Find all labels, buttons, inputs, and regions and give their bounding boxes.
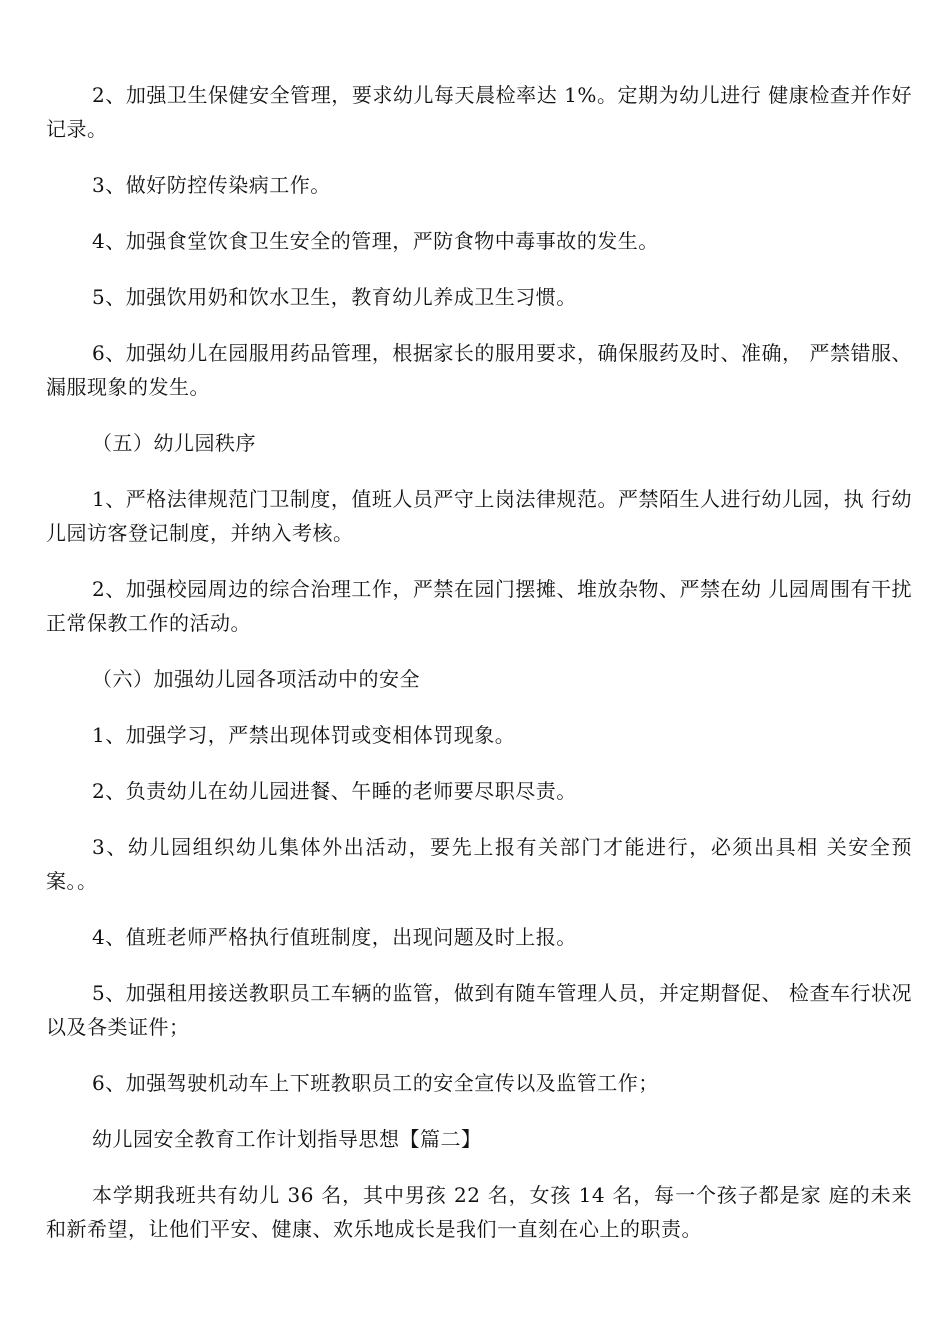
- paragraph-infectious-disease: 3、做好防控传染病工作。: [92, 173, 331, 197]
- section-heading-activity-safety: （六）加强幼儿园各项活动中的安全: [92, 667, 420, 691]
- paragraph-medicine-management: 6、加强幼儿在园服用药品管理，根据家长的服用要求，确保服药及时、准确， 严禁错服、漏服现象的发生。: [46, 341, 912, 399]
- section-heading-order: （五）幼儿园秩序: [92, 431, 256, 455]
- paragraph-hygiene-health-check: 2、加强卫生保健安全管理，要求幼儿每天晨检率达 1%。定期为幼儿进行 健康检查并作好记录。: [46, 83, 912, 141]
- paragraph-no-corporal-punishment: 1、加强学习，严禁出现体罚或变相体罚现象。: [92, 723, 516, 747]
- paragraph-vehicle-supervision: 5、加强租用接送教职员工车辆的监管，做到有随车管理人员，并定期督促、 检查车行状况以及各类证件；: [46, 981, 912, 1039]
- paragraph-meal-nap-teachers: 2、负责幼儿在幼儿园进餐、午睡的老师要尽职尽责。: [92, 779, 577, 803]
- paragraph-duty-teachers: 4、值班老师严格执行值班制度，出现问题及时上报。: [92, 925, 577, 949]
- paragraph-class-overview: 本学期我班共有幼儿 36 名，其中男孩 22 名，女孩 14 名，每一个孩子都是家 庭的未来和新希望，让他们平安、健康、欢乐地成长是我们一直刻在心上的职责。: [46, 1183, 912, 1241]
- section-heading-part-two: 幼儿园安全教育工作计划指导思想【篇二】: [92, 1127, 482, 1151]
- paragraph-driving-staff-safety: 6、加强驾驶机动车上下班教职员工的安全宣传以及监管工作；: [92, 1071, 659, 1095]
- paragraph-canteen-safety: 4、加强食堂饮食卫生安全的管理，严防食物中毒事故的发生。: [92, 229, 659, 253]
- paragraph-gate-rules: 1、严格法律规范门卫制度，值班人员严守上岗法律规范。严禁陌生人进行幼儿园，执 行幼儿园访客登记制度，并纳入考核。: [46, 487, 912, 545]
- paragraph-milk-water-hygiene: 5、加强饮用奶和饮水卫生，教育幼儿养成卫生习惯。: [92, 285, 577, 309]
- paragraph-campus-surroundings: 2、加强校园周边的综合治理工作，严禁在园门摆摊、堆放杂物、严禁在幼 儿园周围有干扰正常保教工作的活动。: [46, 577, 912, 635]
- paragraph-outing-activities: 3、幼儿园组织幼儿集体外出活动，要先上报有关部门才能进行，必须出具相 关安全预案。。: [46, 835, 912, 893]
- document-page: [46, 78, 912, 1268]
